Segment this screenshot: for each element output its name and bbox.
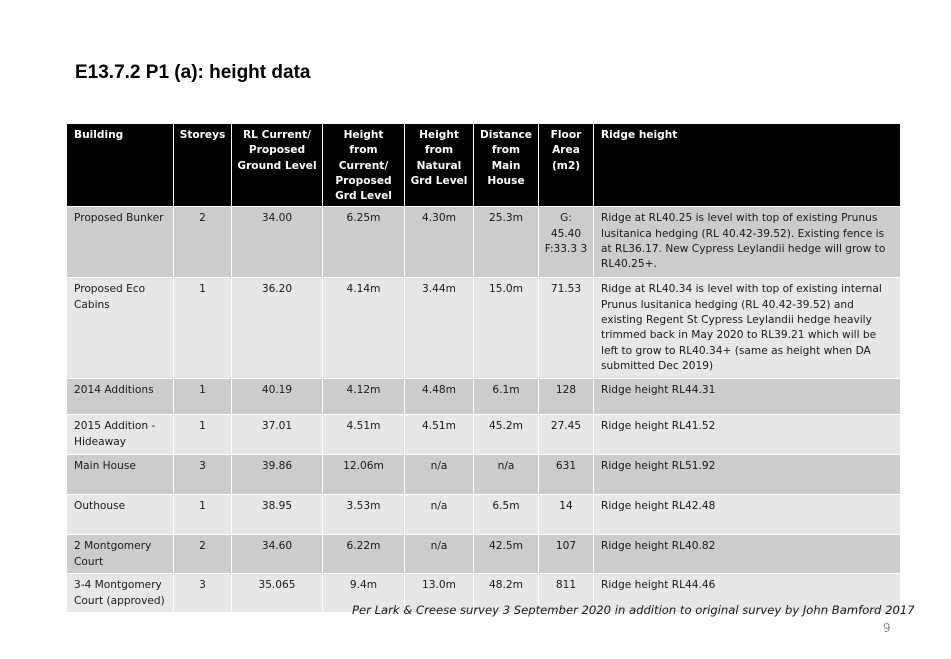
- cell-storeys: 3: [174, 574, 232, 613]
- height-data-table: [66, 123, 901, 613]
- cell-height-natural: n/a: [405, 495, 474, 535]
- cell-rl: 34.60: [232, 535, 323, 574]
- cell-rl: 38.95: [232, 495, 323, 535]
- cell-floor-area: 71.53: [539, 278, 594, 379]
- survey-footnote: Per Lark & Creese survey 3 September 2020 in addition to original survey by John Bamford 2017: [352, 603, 915, 617]
- header-distance: Distance from Main House: [474, 124, 539, 207]
- cell-height-natural: 4.51m: [405, 415, 474, 455]
- header-building: Building: [67, 124, 174, 207]
- cell-building: 2015 Addition - Hideaway: [67, 415, 174, 455]
- table-header-row: [67, 124, 901, 207]
- cell-height-natural: 3.44m: [405, 278, 474, 379]
- cell-distance: 6.5m: [474, 495, 539, 535]
- cell-floor-area: 14: [539, 495, 594, 535]
- cell-storeys: 1: [174, 278, 232, 379]
- cell-floor-area: 128: [539, 379, 594, 415]
- cell-building: Proposed Eco Cabins: [67, 278, 174, 379]
- cell-storeys: 1: [174, 415, 232, 455]
- cell-distance: 42.5m: [474, 535, 539, 574]
- cell-building: 3-4 Montgomery Court (approved): [67, 574, 174, 613]
- cell-height-current: 12.06m: [323, 455, 405, 495]
- cell-distance: n/a: [474, 455, 539, 495]
- table-row: [67, 415, 901, 455]
- slide-title: E13.7.2 P1 (a): height data: [75, 62, 311, 83]
- table-row: [67, 535, 901, 574]
- cell-floor-area: 811: [539, 574, 594, 613]
- cell-building: Outhouse: [67, 495, 174, 535]
- cell-height-natural: n/a: [405, 455, 474, 495]
- cell-building: 2 Montgomery Court: [67, 535, 174, 574]
- cell-height-current: 4.12m: [323, 379, 405, 415]
- page-number: 9: [883, 621, 891, 635]
- cell-height-current: 4.51m: [323, 415, 405, 455]
- table-row: [67, 495, 901, 535]
- cell-distance: 15.0m: [474, 278, 539, 379]
- cell-ridge: Ridge height RL44.31: [594, 379, 901, 415]
- cell-ridge: Ridge at RL40.34 is level with top of existing internal Prunus lusitanica hedging (RL 40.42-39.52) and existing Regent St Cypress Leylandii hedge heavily trimmed back in May 2020 to RL39.21 which will be left to grow to RL40.34+ (same as height when DA submitted Dec 2019): [594, 278, 901, 379]
- cell-height-natural: 13.0m: [405, 574, 474, 613]
- header-height-current: Height from Current/ Proposed Grd Level: [323, 124, 405, 207]
- cell-height-current: 3.53m: [323, 495, 405, 535]
- cell-height-natural: 4.48m: [405, 379, 474, 415]
- cell-height-current: 6.22m: [323, 535, 405, 574]
- cell-rl: 36.20: [232, 278, 323, 379]
- cell-floor-area: 107: [539, 535, 594, 574]
- table-row: [67, 207, 901, 278]
- cell-floor-area: 27.45: [539, 415, 594, 455]
- cell-ridge: Ridge height RL51.92: [594, 455, 901, 495]
- cell-ridge: Ridge at RL40.25 is level with top of existing Prunus lusitanica hedging (RL 40.42-39.52). Existing fence is at RL36.17. New Cypress Leylandii hedge will grow to RL40.25+.: [594, 207, 901, 278]
- cell-ridge: Ridge height RL41.52: [594, 415, 901, 455]
- cell-storeys: 2: [174, 535, 232, 574]
- cell-distance: 6.1m: [474, 379, 539, 415]
- cell-floor-area: G: 45.40 F:33.3 3: [539, 207, 594, 278]
- cell-distance: 45.2m: [474, 415, 539, 455]
- table-row: [67, 278, 901, 379]
- cell-height-natural: n/a: [405, 535, 474, 574]
- header-floor-area: Floor Area (m2): [539, 124, 594, 207]
- header-rl: RL Current/ Proposed Ground Level: [232, 124, 323, 207]
- cell-rl: 35.065: [232, 574, 323, 613]
- cell-building: Main House: [67, 455, 174, 495]
- cell-floor-area: 631: [539, 455, 594, 495]
- cell-building: Proposed Bunker: [67, 207, 174, 278]
- cell-storeys: 3: [174, 455, 232, 495]
- cell-storeys: 2: [174, 207, 232, 278]
- cell-rl: 34.00: [232, 207, 323, 278]
- table-row: [67, 455, 901, 495]
- cell-storeys: 1: [174, 495, 232, 535]
- cell-height-natural: 4.30m: [405, 207, 474, 278]
- cell-rl: 40.19: [232, 379, 323, 415]
- cell-distance: 48.2m: [474, 574, 539, 613]
- header-height-natural: Height from Natural Grd Level: [405, 124, 474, 207]
- cell-height-current: 6.25m: [323, 207, 405, 278]
- cell-ridge: Ridge height RL42.48: [594, 495, 901, 535]
- cell-height-current: 9.4m: [323, 574, 405, 613]
- cell-distance: 25.3m: [474, 207, 539, 278]
- header-ridge: Ridge height: [594, 124, 901, 207]
- cell-height-current: 4.14m: [323, 278, 405, 379]
- cell-ridge: Ridge height RL40.82: [594, 535, 901, 574]
- cell-rl: 39.86: [232, 455, 323, 495]
- cell-building: 2014 Additions: [67, 379, 174, 415]
- header-storeys: Storeys: [174, 124, 232, 207]
- cell-ridge: Ridge height RL44.46: [594, 574, 901, 613]
- table-row: [67, 379, 901, 415]
- cell-storeys: 1: [174, 379, 232, 415]
- cell-rl: 37.01: [232, 415, 323, 455]
